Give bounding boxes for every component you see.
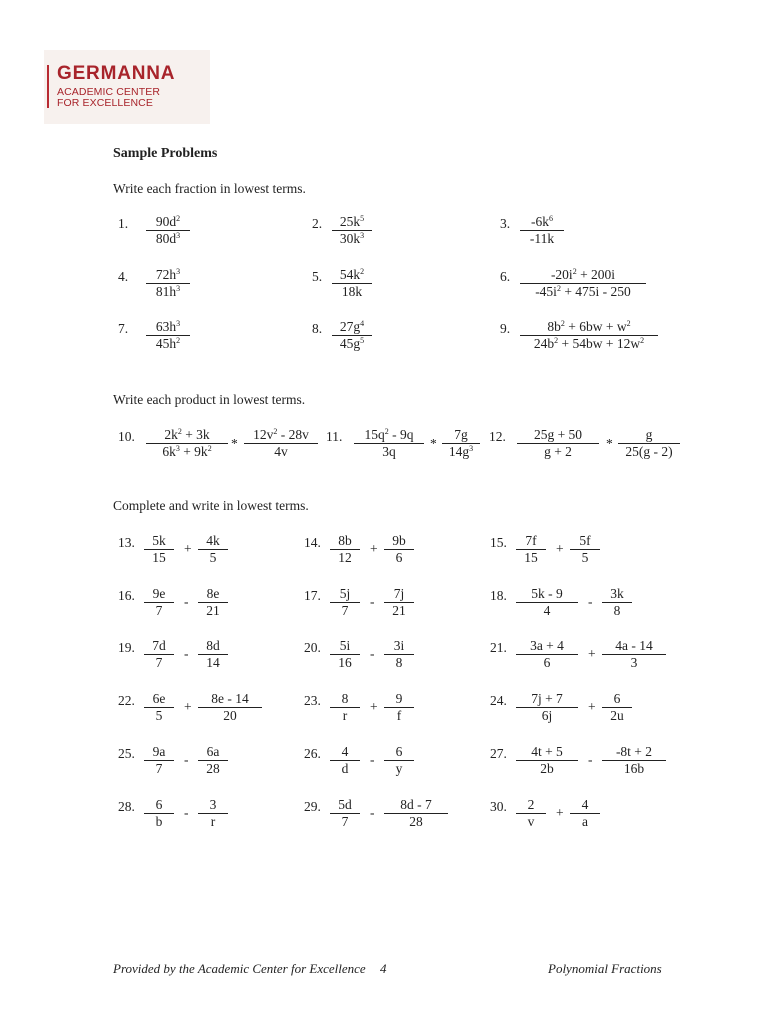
problem-22-fraction-b-denominator: 20 <box>198 707 262 724</box>
problem-29-operator: - <box>370 805 375 820</box>
problem-3-fraction-numerator: $-6k^6$ <box>531 214 553 229</box>
problem-10-fraction-a-denominator: $6k^3 + 9k^2$ <box>146 443 228 460</box>
section-3-instruction: Complete and write in lowest terms. <box>113 498 309 513</box>
problem-24-operator: + <box>588 699 596 714</box>
problem-3-fraction <box>520 214 564 247</box>
problem-13-fraction-b-numerator: 4k <box>206 533 220 548</box>
problem-30-number: 30. <box>490 799 507 814</box>
problem-11-fraction-a-denominator: 3q <box>354 443 424 460</box>
problem-10-number: 10. <box>118 429 135 444</box>
problem-9-fraction-denominator: $24b^2 + 54bw + 12w^2$ <box>520 335 658 352</box>
problem-12-fraction-b <box>618 427 680 460</box>
problem-24-number: 24. <box>490 693 507 708</box>
problem-17-fraction-a-numerator: 5j <box>339 586 351 601</box>
problem-15-number: 15. <box>490 535 507 550</box>
problem-25-fraction-a-denominator: 7 <box>144 760 174 777</box>
section-1-instruction: Write each fraction in lowest terms. <box>113 181 306 196</box>
problem-17-fraction-b-numerator: 7j <box>393 586 405 601</box>
problem-26-number: 26. <box>304 746 321 761</box>
problem-20-fraction-b <box>384 638 414 671</box>
problem-18-fraction-b-numerator: 3k <box>610 586 624 601</box>
problem-23-operator: + <box>370 699 378 714</box>
logo-line-2: FOR EXCELLENCE <box>57 97 153 109</box>
problem-19-operator: - <box>184 646 189 661</box>
problem-11-fraction-b <box>442 427 480 460</box>
problem-1-fraction-numerator: $90d^2$ <box>155 214 181 229</box>
problem-12-fraction-b-denominator: 25(g - 2) <box>618 443 680 460</box>
problem-21-fraction-a <box>516 638 578 671</box>
problem-2-fraction-numerator: $25k^5$ <box>339 214 365 229</box>
footer-right: Polynomial Fractions <box>548 961 662 976</box>
problem-17-fraction-b-denominator: 21 <box>384 602 414 619</box>
problem-22-fraction-a <box>144 691 174 724</box>
problem-16-fraction-a <box>144 586 174 619</box>
problem-29-fraction-a-denominator: 7 <box>330 813 360 830</box>
problem-20-fraction-a-denominator: 16 <box>330 654 360 671</box>
problem-29-fraction-b-denominator: 28 <box>384 813 448 830</box>
problem-14-fraction-b-denominator: 6 <box>384 549 414 566</box>
problem-8-fraction <box>332 319 372 352</box>
problem-25-number: 25. <box>118 746 135 761</box>
problem-16-number: 16. <box>118 588 135 603</box>
problem-25-fraction-b <box>198 744 228 777</box>
problem-26-fraction-a <box>330 744 360 777</box>
problem-1-fraction <box>146 214 190 247</box>
problem-24-fraction-b-denominator: 2u <box>602 707 632 724</box>
problem-4-number: 4. <box>118 269 129 284</box>
problem-12-fraction-a-numerator: 25g + 50 <box>533 427 583 442</box>
problem-1-fraction-denominator: $80d^3$ <box>146 230 190 247</box>
problem-21-fraction-b <box>602 638 666 671</box>
problem-13-number: 13. <box>118 535 135 550</box>
problem-28-fraction-a-numerator: 6 <box>155 797 163 812</box>
problem-23-fraction-a-numerator: 8 <box>341 691 349 706</box>
problem-23-number: 23. <box>304 693 321 708</box>
problem-4-fraction-denominator: $81h^3$ <box>146 283 190 300</box>
problem-27-operator: - <box>588 752 593 767</box>
problem-10-fraction-b-numerator: $12v^2 - 28v$ <box>253 427 309 442</box>
problem-20-fraction-b-denominator: 8 <box>384 654 414 671</box>
problem-19-number: 19. <box>118 640 135 655</box>
problem-6-fraction-numerator: $-20i^2 + 200i$ <box>550 267 616 282</box>
problem-25-fraction-a-numerator: 9a <box>152 744 166 759</box>
problem-3-fraction-denominator: -11k <box>520 230 564 247</box>
problem-11-fraction-a <box>354 427 424 460</box>
problem-17-operator: - <box>370 594 375 609</box>
problem-21-fraction-a-numerator: 3a + 4 <box>530 638 564 653</box>
problem-17-fraction-b <box>384 586 414 619</box>
problem-6-fraction-denominator: $-45i^2 + 475i - 250$ <box>520 283 646 300</box>
problem-15-fraction-a-denominator: 15 <box>516 549 546 566</box>
problem-27-number: 27. <box>490 746 507 761</box>
problem-8-fraction-denominator: $45g^5$ <box>332 335 372 352</box>
problem-20-fraction-b-numerator: 3i <box>393 638 405 653</box>
problem-30-fraction-a <box>516 797 546 830</box>
problem-15-operator: + <box>556 541 564 556</box>
problem-26-operator: - <box>370 752 375 767</box>
problem-13-fraction-a-numerator: 5k <box>152 533 166 548</box>
problem-18-fraction-a <box>516 586 578 619</box>
problem-5-fraction <box>332 267 372 300</box>
problem-3-number: 3. <box>500 216 511 231</box>
problem-5-number: 5. <box>312 269 323 284</box>
footer-left: Provided by the Academic Center for Excellence <box>113 961 366 976</box>
problem-27-fraction-b-numerator: -8t + 2 <box>615 744 653 759</box>
problem-19-fraction-b <box>198 638 228 671</box>
problem-12-fraction-a <box>517 427 599 460</box>
problem-28-fraction-a-denominator: b <box>144 813 174 830</box>
problem-27-fraction-b <box>602 744 666 777</box>
problem-8-number: 8. <box>312 321 323 336</box>
problem-27-fraction-a <box>516 744 578 777</box>
problem-20-number: 20. <box>304 640 321 655</box>
problem-10-fraction-a <box>146 427 228 460</box>
problem-17-fraction-a-denominator: 7 <box>330 602 360 619</box>
logo-accent-bar <box>47 65 49 108</box>
problem-9-number: 9. <box>500 321 511 336</box>
problem-11-fraction-b-denominator: $14g^3$ <box>442 443 480 460</box>
problem-22-fraction-a-denominator: 5 <box>144 707 174 724</box>
problem-24-fraction-b <box>602 691 632 724</box>
problem-12-operator: * <box>606 436 613 451</box>
problem-7-fraction-numerator: $63h^3$ <box>155 319 181 334</box>
problem-24-fraction-b-numerator: 6 <box>613 691 621 706</box>
problem-14-fraction-a <box>330 533 360 566</box>
problem-28-fraction-b-denominator: r <box>198 813 228 830</box>
problem-26-fraction-b-denominator: y <box>384 760 414 777</box>
problem-14-operator: + <box>370 541 378 556</box>
problem-11-operator: * <box>430 436 437 451</box>
problem-13-fraction-b-denominator: 5 <box>198 549 228 566</box>
page-heading: Sample Problems <box>113 146 218 161</box>
problem-28-operator: - <box>184 805 189 820</box>
problem-19-fraction-b-numerator: 8d <box>206 638 220 653</box>
problem-8-fraction-numerator: $27g^4$ <box>339 319 365 334</box>
problem-28-fraction-b-numerator: 3 <box>209 797 217 812</box>
problem-5-fraction-denominator: 18k <box>332 283 372 300</box>
problem-7-fraction-denominator: $45h^2$ <box>146 335 190 352</box>
problem-5-fraction-numerator: $54k^2$ <box>339 267 365 282</box>
problem-4-fraction <box>146 267 190 300</box>
problem-16-fraction-b-denominator: 21 <box>198 602 228 619</box>
problem-15-fraction-b-numerator: 5f <box>579 533 591 548</box>
problem-18-operator: - <box>588 594 593 609</box>
logo-line-1: ACADEMIC CENTER <box>57 86 161 98</box>
problem-11-number: 11. <box>326 429 343 444</box>
problem-21-fraction-a-denominator: 6 <box>516 654 578 671</box>
problem-14-fraction-b-numerator: 9b <box>392 533 406 548</box>
logo-title: GERMANNA <box>57 63 176 84</box>
problem-10-operator: * <box>231 436 238 451</box>
problem-29-number: 29. <box>304 799 321 814</box>
problem-28-fraction-a <box>144 797 174 830</box>
problem-18-fraction-a-numerator: 5k - 9 <box>531 586 563 601</box>
problem-14-fraction-a-numerator: 8b <box>338 533 352 548</box>
problem-1-number: 1. <box>118 216 129 231</box>
problem-22-fraction-a-numerator: 6e <box>152 691 166 706</box>
problem-23-fraction-b-numerator: 9 <box>395 691 403 706</box>
problem-26-fraction-a-numerator: 4 <box>341 744 349 759</box>
problem-10-fraction-b <box>244 427 318 460</box>
problem-7-number: 7. <box>118 321 129 336</box>
problem-14-fraction-a-denominator: 12 <box>330 549 360 566</box>
problem-15-fraction-b <box>570 533 600 566</box>
problem-21-operator: + <box>588 646 596 661</box>
problem-14-fraction-b <box>384 533 414 566</box>
problem-16-fraction-b-numerator: 8e <box>206 586 220 601</box>
problem-12-fraction-a-denominator: g + 2 <box>517 443 599 460</box>
problem-30-fraction-a-denominator: v <box>516 813 546 830</box>
problem-19-fraction-a <box>144 638 174 671</box>
problem-30-fraction-b-numerator: 4 <box>581 797 589 812</box>
problem-25-fraction-b-denominator: 28 <box>198 760 228 777</box>
problem-23-fraction-a-denominator: r <box>330 707 360 724</box>
problem-30-fraction-b-denominator: a <box>570 813 600 830</box>
problem-6-fraction <box>520 267 646 300</box>
problem-25-fraction-a <box>144 744 174 777</box>
problem-18-fraction-b-denominator: 8 <box>602 602 632 619</box>
problem-28-fraction-b <box>198 797 228 830</box>
problem-22-fraction-b-numerator: 8e - 14 <box>211 691 249 706</box>
problem-10-fraction-a-numerator: $2k^2 + 3k$ <box>164 427 210 442</box>
problem-30-fraction-b <box>570 797 600 830</box>
problem-20-fraction-a <box>330 638 360 671</box>
problem-13-fraction-b <box>198 533 228 566</box>
problem-16-fraction-b <box>198 586 228 619</box>
problem-27-fraction-a-denominator: 2b <box>516 760 578 777</box>
problem-2-fraction-denominator: $30k^3$ <box>332 230 372 247</box>
problem-19-fraction-a-denominator: 7 <box>144 654 174 671</box>
problem-23-fraction-a <box>330 691 360 724</box>
problem-21-fraction-b-denominator: 3 <box>602 654 666 671</box>
problem-26-fraction-b <box>384 744 414 777</box>
problem-28-number: 28. <box>118 799 135 814</box>
problem-11-fraction-a-numerator: $15q^2 - 9q$ <box>364 427 414 442</box>
problem-24-fraction-a-denominator: 6j <box>516 707 578 724</box>
problem-23-fraction-b <box>384 691 414 724</box>
problem-25-operator: - <box>184 752 189 767</box>
problem-4-fraction-numerator: $72h^3$ <box>155 267 181 282</box>
problem-22-fraction-b <box>198 691 262 724</box>
problem-20-fraction-a-numerator: 5i <box>339 638 351 653</box>
problem-16-operator: - <box>184 594 189 609</box>
problem-10-fraction-b-denominator: 4v <box>244 443 318 460</box>
problem-29-fraction-b <box>384 797 448 830</box>
problem-27-fraction-b-denominator: 16b <box>602 760 666 777</box>
problem-30-fraction-a-numerator: 2 <box>527 797 535 812</box>
footer-page-number: 4 <box>380 961 387 976</box>
problem-18-fraction-a-denominator: 4 <box>516 602 578 619</box>
problem-9-fraction-numerator: $8b^2 + 6bw + w^2$ <box>547 319 631 334</box>
problem-17-fraction-a <box>330 586 360 619</box>
problem-20-operator: - <box>370 646 375 661</box>
problem-29-fraction-a <box>330 797 360 830</box>
problem-17-number: 17. <box>304 588 321 603</box>
problem-21-number: 21. <box>490 640 507 655</box>
problem-2-fraction <box>332 214 372 247</box>
problem-13-fraction-a <box>144 533 174 566</box>
problem-14-number: 14. <box>304 535 321 550</box>
problem-30-operator: + <box>556 805 564 820</box>
problem-26-fraction-a-denominator: d <box>330 760 360 777</box>
problem-15-fraction-a-numerator: 7f <box>525 533 537 548</box>
problem-25-fraction-b-numerator: 6a <box>206 744 220 759</box>
problem-22-number: 22. <box>118 693 135 708</box>
problem-29-fraction-a-numerator: 5d <box>338 797 352 812</box>
problem-27-fraction-a-numerator: 4t + 5 <box>531 744 563 759</box>
problem-29-fraction-b-numerator: 8d - 7 <box>400 797 432 812</box>
problem-13-operator: + <box>184 541 192 556</box>
problem-23-fraction-b-denominator: f <box>384 707 414 724</box>
section-2-instruction: Write each product in lowest terms. <box>113 392 306 407</box>
problem-24-fraction-a-numerator: 7j + 7 <box>531 691 563 706</box>
problem-18-fraction-b <box>602 586 632 619</box>
problem-9-fraction <box>520 319 658 352</box>
problem-11-fraction-b-numerator: 7g <box>454 427 468 442</box>
problem-16-fraction-a-denominator: 7 <box>144 602 174 619</box>
problem-22-operator: + <box>184 699 192 714</box>
problem-21-fraction-b-numerator: 4a - 14 <box>615 638 653 653</box>
problem-16-fraction-a-numerator: 9e <box>152 586 166 601</box>
problem-19-fraction-b-denominator: 14 <box>198 654 228 671</box>
problem-6-number: 6. <box>500 269 511 284</box>
problem-12-number: 12. <box>489 429 506 444</box>
problem-26-fraction-b-numerator: 6 <box>395 744 403 759</box>
problem-12-fraction-b-numerator: g <box>645 427 653 442</box>
problem-24-fraction-a <box>516 691 578 724</box>
problem-15-fraction-b-denominator: 5 <box>570 549 600 566</box>
problem-2-number: 2. <box>312 216 323 231</box>
problem-18-number: 18. <box>490 588 507 603</box>
problem-15-fraction-a <box>516 533 546 566</box>
problem-7-fraction <box>146 319 190 352</box>
problem-19-fraction-a-numerator: 7d <box>152 638 166 653</box>
problem-13-fraction-a-denominator: 15 <box>144 549 174 566</box>
